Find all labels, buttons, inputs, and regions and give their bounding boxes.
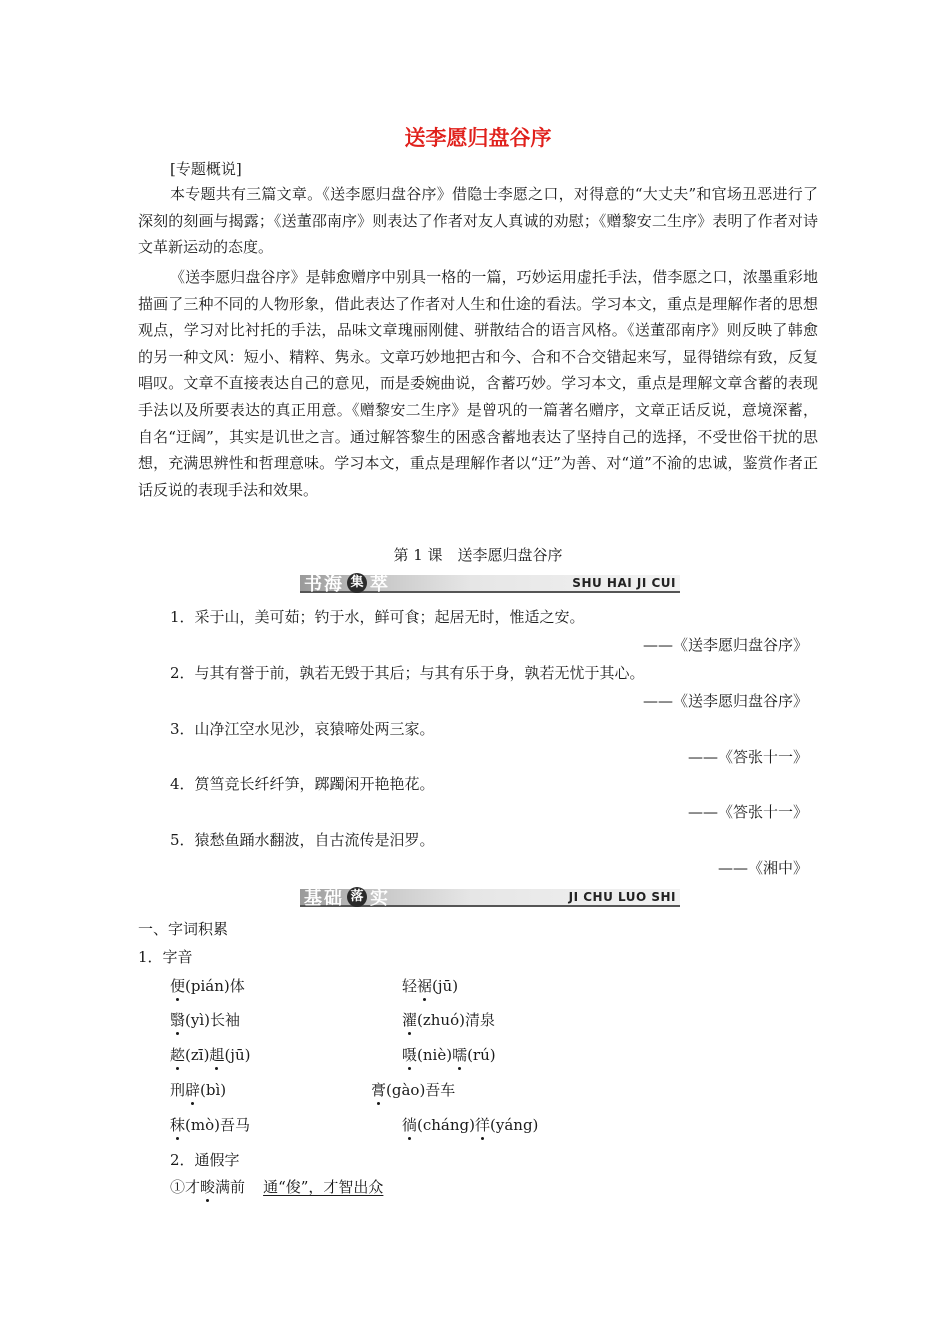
pronunciation-item: 膏(gào)吾车 xyxy=(371,1081,456,1099)
pronunciation-item: 便(pián)体 xyxy=(170,977,245,995)
dotted-char: 嗫 xyxy=(402,1046,418,1064)
banner-pinyin: SHU HAI JI CUI xyxy=(572,576,676,590)
pronunciation-heading: 1．字音 xyxy=(138,948,193,966)
pronunciation-item: 濯(zhuó)清泉 xyxy=(402,1011,495,1029)
dotted-char: 裾 xyxy=(417,977,433,995)
dotted-char: 趑 xyxy=(170,1046,186,1064)
pronunciation-item: 徜(cháng)徉(yáng) xyxy=(402,1116,539,1134)
section-banner-shuhai xyxy=(300,572,680,594)
vocab-heading: 一、字词积累 xyxy=(138,920,229,938)
dotted-char: 趄 xyxy=(209,1046,225,1064)
banner-char: 基 xyxy=(304,888,324,909)
overview-paragraph-1: 本专题共有三篇文章。《送李愿归盘谷序》借隐士李愿之口，对得意的“大丈夫”和官场丑恶进行了深刻的刻画与揭露；《送董邵南序》则表达了作者对友人真诚的劝慰；《赠黎安二生序》表明了作者对诗文革新运动的态度。 xyxy=(138,185,818,257)
page-title: 送李愿归盘谷序 xyxy=(404,126,552,150)
banner-char: 萃 xyxy=(370,574,390,595)
dotted-char: 秣 xyxy=(170,1116,186,1134)
overview-label: [专题概说] xyxy=(170,160,242,178)
section-banner-jichu xyxy=(300,886,680,908)
pronunciation-item: 嗫(niè)嚅(rú) xyxy=(402,1046,496,1064)
dotted-char: 翳 xyxy=(170,1011,186,1029)
dotted-char: 便 xyxy=(170,977,186,995)
banner-char: 础 xyxy=(324,888,344,909)
banner-circle-char: 集 xyxy=(347,573,367,593)
dotted-char: 膏 xyxy=(371,1081,387,1099)
pronunciation-item: 翳(yì)长袖 xyxy=(170,1011,240,1029)
quote-line: 3．山净江空水见沙，哀猿啼处两三家。 xyxy=(170,720,435,738)
pronunciation-item: 秣(mò)吾马 xyxy=(170,1116,250,1134)
quote-line: 5．猿愁鱼踊水翻波，自古流传是汨罗。 xyxy=(170,831,435,849)
banner-char: 海 xyxy=(324,574,344,595)
dotted-char: 徜 xyxy=(402,1116,418,1134)
tongjia-item: ①才畯满前 通“俊”，才智出众 xyxy=(170,1178,384,1196)
tongjia-heading: 2．通假字 xyxy=(170,1151,240,1169)
banner-pinyin: JI CHU LUO SHI xyxy=(568,890,676,904)
quote-line: 4．筼筜竞长纤纤笋，踯躅闲开艳艳花。 xyxy=(170,775,435,793)
quote-source: ——《答张十一》 xyxy=(687,803,808,821)
banner-char: 实 xyxy=(370,888,390,909)
quote-source: ——《送李愿归盘谷序》 xyxy=(642,692,808,710)
lesson-title: 第 1 课 送李愿归盘谷序 xyxy=(393,546,563,564)
pronunciation-item: 趑(zī)趄(jū) xyxy=(170,1046,251,1064)
dotted-char: 畯 xyxy=(200,1178,216,1196)
quote-source: ——《送李愿归盘谷序》 xyxy=(642,636,808,654)
dotted-char: 濯 xyxy=(402,1011,418,1029)
overview-paragraph-2: 《送李愿归盘谷序》是韩愈赠序中别具一格的一篇，巧妙运用虚托手法，借李愿之口，浓墨重彩地描画了三种不同的人物形象，借此表达了作者对人生和仕途的看法。学习本文，重点是理解作者的思想观点，学习对比衬托的手法，品味文章瑰丽刚健、骈散结合的语言风格。《送董邵南序》则反映了韩愈的另一种文风：短小、精粹、隽永。文章巧妙地把古和今、合和不合交错起来写，显得错综有致，反复唱叹。文章不直接表达自己的意见，而是委婉曲说，含蓄巧妙。学习本文，重点是理解文章含蓄的表现手法以及所要表达的真正用意。《赠黎安二生序》是曾巩的一篇著名赠序，文章正话反说，意境深蓄，自名“迂阔”，其实是讥世之言。通过解答黎生的困惑含蓄地表达了坚持自己的选择，不受世俗干扰的思想，充满思辨性和哲理意味。学习本文，重点是理解作者以“迂”为善、对“道”不渝的忠诚，鉴赏作者正话反说的表现手法和效果。 xyxy=(138,268,818,499)
quote-line: 2．与其有誉于前，孰若无毁于其后；与其有乐于身，孰若无忧于其心。 xyxy=(170,664,645,682)
banner-char: 书 xyxy=(304,574,324,595)
dotted-char: 辟 xyxy=(185,1081,201,1099)
quote-source: ——《湘中》 xyxy=(717,859,808,877)
tongjia-explanation: 通“俊”，才智出众 xyxy=(263,1178,384,1196)
banner-circle-char: 落 xyxy=(347,887,367,907)
pronunciation-item: 轻裾(jū) xyxy=(402,977,459,995)
dotted-char: 徉 xyxy=(475,1116,491,1134)
quote-line: 1．采于山，美可茹；钓于水，鲜可食；起居无时，惟适之安。 xyxy=(170,608,585,626)
pronunciation-item: 刑辟(bì) xyxy=(170,1081,227,1099)
dotted-char: 嚅 xyxy=(452,1046,468,1064)
quote-source: ——《答张十一》 xyxy=(687,748,808,766)
